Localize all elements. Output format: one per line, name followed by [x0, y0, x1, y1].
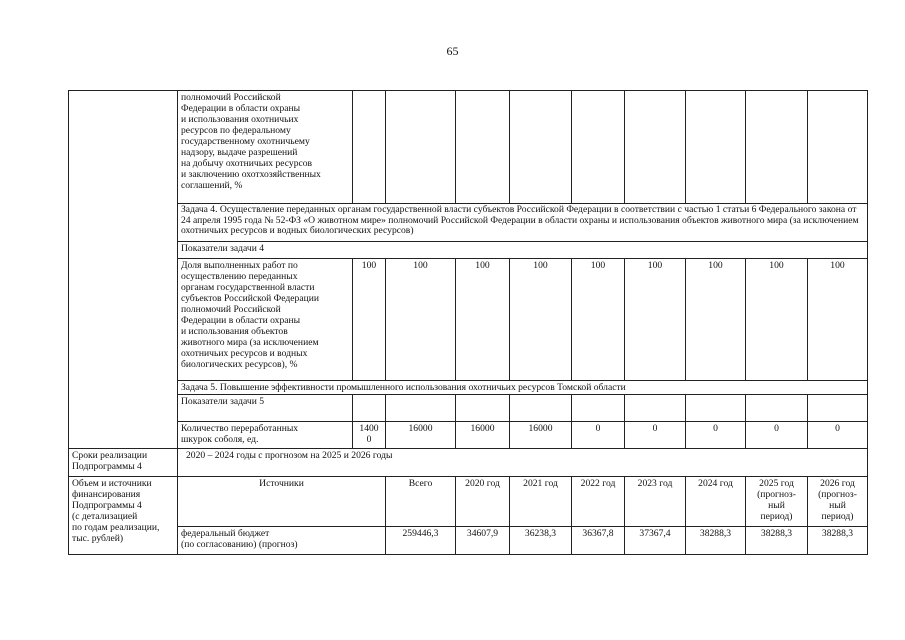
finance-header-2024: 2024 год — [686, 477, 746, 527]
value-cell: 100 — [625, 259, 686, 381]
value-cell: 36367,8 — [572, 527, 625, 555]
value-cell: 38288,3 — [746, 527, 808, 555]
value-cell: 38288,3 — [686, 527, 746, 555]
task-4-indicator-name: Доля выполненных работ по осуществлению переданных органам государственной власти субъектов Российской Федерации полномочий Российской Федерации в области охраны и использования объектов животного мира (за исключением охотничьих ресурсов и водных биологических ресурсов), % — [178, 259, 353, 381]
finance-header-2025: 2025 год (прогноз- ный период) — [746, 477, 808, 527]
table-row — [69, 259, 868, 381]
task-4-title: Задача 4. Осуществление переданных органам государственной власти субъектов Российской Федерации в соответствии с частью 1 статьи 6 Федерального закона от 24 апреля 1995 года № 52-ФЗ «О животном мире» полномочий Российской Федерации в области охраны и использования объектов животного мира (за исключением охотничьих ресурсов и водных биологических ресурсов) — [178, 204, 868, 242]
task-5-title: Задача 5. Повышение эффективности промышленного использования охотничьих ресурсов Томской области — [178, 381, 868, 395]
value-cell: 100 — [572, 259, 625, 381]
value-cell — [625, 395, 686, 422]
value-cell: 37367,4 — [625, 527, 686, 555]
value-cell — [808, 91, 868, 204]
value-cell — [686, 395, 746, 422]
value-cell: 259446,3 — [386, 527, 456, 555]
value-cell: 36238,3 — [510, 527, 572, 555]
value-cell: 1400 0 — [353, 422, 386, 449]
empty-label-cell — [69, 91, 178, 449]
terms-label: Сроки реализации Подпрограммы 4 — [69, 449, 178, 477]
value-cell — [510, 395, 572, 422]
value-cell: 100 — [386, 259, 456, 381]
value-cell: 100 — [353, 259, 386, 381]
indicator-name-continued: полномочий Российской Федерации в области охраны и использования охотничьих ресурсов по федеральному государственному охотничьему надзору, выдаче разрешений на добычу охотничьих ресурсов и заключению охотхозяйственных соглашений, % — [178, 91, 353, 204]
table-row — [69, 91, 868, 204]
value-cell — [572, 91, 625, 204]
page-number: 65 — [446, 44, 459, 58]
task-5-indicators-label: Показатели задачи 5 — [178, 395, 353, 422]
value-cell: 38288,3 — [808, 527, 868, 555]
terms-value: 2020 – 2024 годы с прогнозом на 2025 и 2026 годы — [178, 449, 868, 477]
value-cell: 100 — [808, 259, 868, 381]
value-cell: 100 — [510, 259, 572, 381]
value-cell — [746, 91, 808, 204]
table-row — [69, 242, 868, 259]
table-row — [69, 422, 868, 449]
value-cell: 0 — [625, 422, 686, 449]
table-row — [69, 395, 868, 422]
table-row — [69, 381, 868, 395]
finance-header-2026: 2026 год (прогноз- ный период) — [808, 477, 868, 527]
value-cell: 16000 — [386, 422, 456, 449]
table-row — [69, 477, 868, 527]
value-cell: 0 — [746, 422, 808, 449]
table-row — [69, 527, 868, 555]
finance-header-total: Всего — [386, 477, 456, 527]
value-cell — [456, 395, 510, 422]
value-cell: 100 — [746, 259, 808, 381]
value-cell — [572, 395, 625, 422]
subprogram-passport-table — [68, 90, 868, 555]
value-cell — [456, 91, 510, 204]
value-cell — [353, 91, 386, 204]
value-cell — [510, 91, 572, 204]
value-cell — [686, 91, 746, 204]
task-5-indicator-name: Количество переработанных шкурок соболя, ед. — [178, 422, 353, 449]
value-cell: 100 — [686, 259, 746, 381]
finance-header-sources: Источники — [178, 477, 386, 527]
value-cell — [353, 395, 386, 422]
table-row — [69, 204, 868, 242]
value-cell: 0 — [808, 422, 868, 449]
value-cell: 0 — [572, 422, 625, 449]
value-cell: 34607,9 — [456, 527, 510, 555]
value-cell: 16000 — [510, 422, 572, 449]
value-cell: 0 — [686, 422, 746, 449]
table-row — [69, 449, 868, 477]
value-cell — [808, 395, 868, 422]
finance-label: Объем и источники финансирования Подпрограммы 4 (с детализацией по годам реализации, тыс. рублей) — [69, 477, 178, 555]
finance-header-2021: 2021 год — [510, 477, 572, 527]
finance-source-federal: федеральный бюджет (по согласованию) (прогноз) — [178, 527, 386, 555]
value-cell — [625, 91, 686, 204]
value-cell: 100 — [456, 259, 510, 381]
finance-header-2020: 2020 год — [456, 477, 510, 527]
finance-header-2023: 2023 год — [625, 477, 686, 527]
task-4-indicators-label: Показатели задачи 4 — [178, 242, 868, 259]
value-cell — [386, 395, 456, 422]
value-cell: 16000 — [456, 422, 510, 449]
value-cell — [386, 91, 456, 204]
value-cell — [746, 395, 808, 422]
finance-header-2022: 2022 год — [572, 477, 625, 527]
